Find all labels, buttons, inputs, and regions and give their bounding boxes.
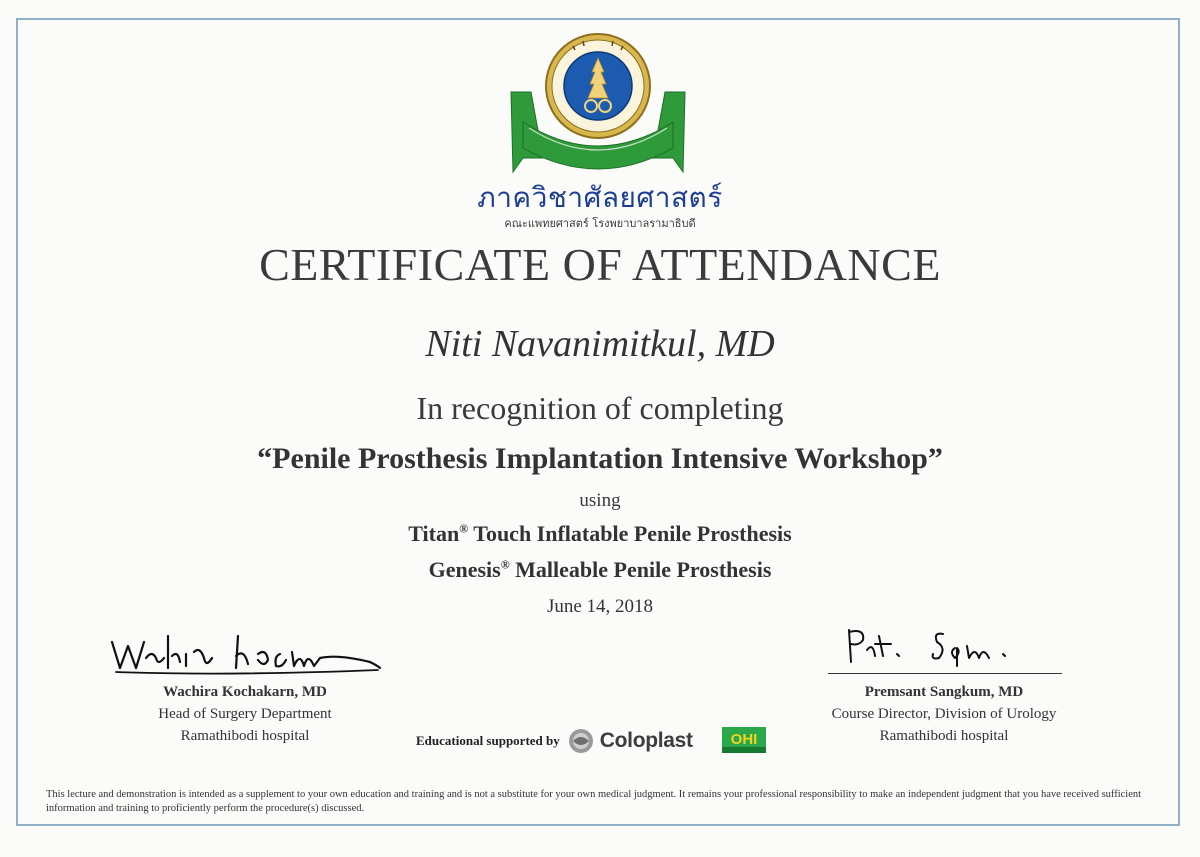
university-crest-logo <box>503 30 693 180</box>
coloplast-logo-icon <box>568 728 594 754</box>
certificate-date: June 14, 2018 <box>546 596 654 617</box>
signatory-right-name: Premsant Sangkum, MD <box>864 684 1024 700</box>
recognition-text: In recognition of completing <box>416 390 784 426</box>
department-thai-name: ภาควิชาศัลยศาสตร์ <box>477 181 723 214</box>
sponsor-ohi: OHI <box>730 731 758 748</box>
signatory-right-role: Course Director, Division of Urology <box>831 706 1057 722</box>
certificate-title: CERTIFICATE OF ATTENDANCE <box>259 239 941 290</box>
product-genesis <box>0 557 1200 583</box>
signatory-left <box>95 681 395 747</box>
signature-right <box>843 622 1033 668</box>
signatory-left-org: Ramathibodi hospital <box>180 728 310 744</box>
using-text: using <box>579 490 621 511</box>
signatory-left-role: Head of Surgery Department <box>158 706 332 722</box>
disclaimer-text: This lecture and demonstration is intended as a supplement to your own education and training and is not a substitute for your own medical judgment. It remains your professional responsibility to make an independent judgment that you have received sufficient information and training to proficiently perform the procedure(s) discussed. <box>46 789 1142 814</box>
product-genesis-desc: Malleable Penile Prosthesis <box>509 557 772 582</box>
signature-left <box>108 628 388 678</box>
department-thai-subtitle: คณะแพทยศาสตร์ โรงพยาบาลรามาธิบดี <box>504 217 696 230</box>
signatory-right <box>800 681 1088 747</box>
workshop-title: “Penile Prosthesis Implantation Intensive Workshop” <box>257 442 943 475</box>
recipient-name: Niti Navanimitkul, MD <box>425 323 775 365</box>
signatory-left-name: Wachira Kochakarn, MD <box>163 684 327 700</box>
registered-mark: ® <box>500 557 510 572</box>
sponsor-bar <box>416 726 693 756</box>
sponsor-coloplast: Coloplast <box>599 729 693 752</box>
product-genesis-name: Genesis <box>428 557 501 582</box>
support-label: Educational supported by <box>416 733 560 748</box>
product-titan-name: Titan <box>408 521 460 546</box>
ohi-logo <box>722 727 766 753</box>
signatory-right-org: Ramathibodi hospital <box>879 728 1009 744</box>
signature-line-right <box>828 673 1062 674</box>
product-titan-desc: Touch Inflatable Penile Prosthesis <box>468 521 792 546</box>
registered-mark: ® <box>459 521 469 536</box>
product-titan <box>0 521 1200 547</box>
